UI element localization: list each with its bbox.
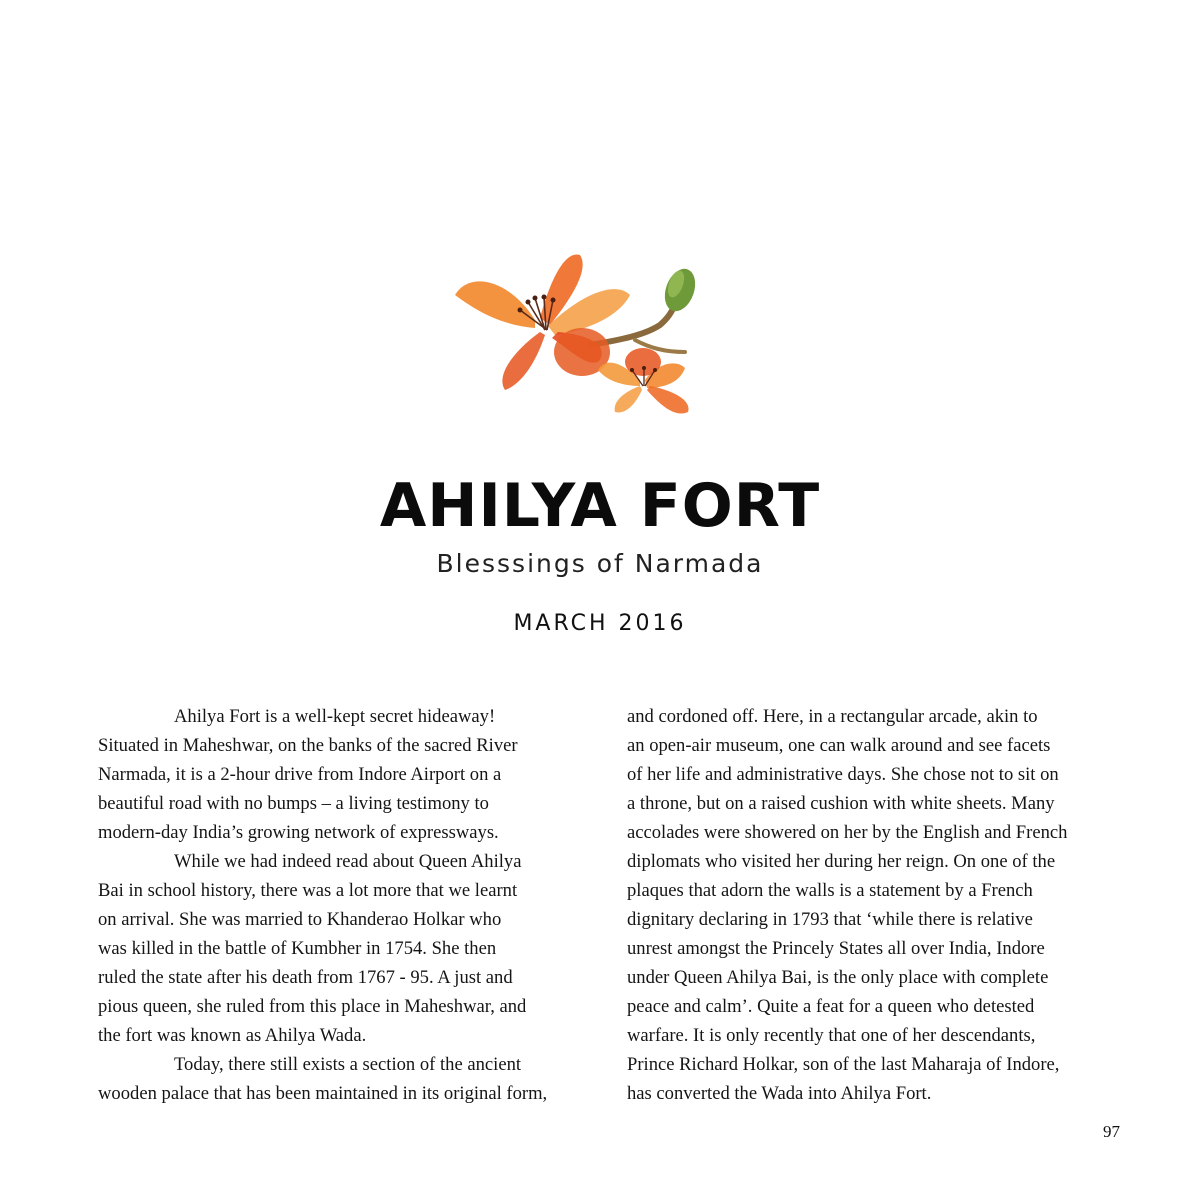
body-line: diplomats who visited her during her reign. On one of the (627, 851, 1056, 872)
body-line: Ahilya Fort is a well-kept secret hideaway! (174, 706, 496, 727)
body-line: accolades were showered on her by the English and French (627, 822, 1068, 843)
body-line: under Queen Ahilya Bai, is the only place with complete (627, 967, 1049, 988)
watercolor-flower-icon (440, 240, 710, 440)
body-line: has converted the Wada into Ahilya Fort. (627, 1083, 932, 1104)
body-line: an open-air museum, one can walk around and see facets (627, 735, 1051, 756)
body-line: wooden palace that has been maintained in its original form, (98, 1083, 548, 1104)
body-line: dignitary declaring in 1793 that ‘while there is relative (627, 909, 1033, 930)
body-line: Narmada, it is a 2-hour drive from Indore Airport on a (98, 764, 502, 785)
body-line: of her life and administrative days. She chose not to sit on (627, 764, 1059, 785)
body-column-right (627, 702, 1107, 1108)
page-subtitle: Blesssings of Narmada (436, 549, 764, 578)
body-line: While we had indeed read about Queen Ahilya (174, 851, 522, 872)
body-line: Prince Richard Holkar, son of the last Maharaja of Indore, (627, 1054, 1060, 1075)
body-line: on arrival. She was married to Khanderao Holkar who (98, 909, 502, 930)
body-line: Bai in school history, there was a lot more that we learnt (98, 880, 518, 901)
body-line: ruled the state after his death from 1767 - 95. A just and (98, 967, 513, 988)
page-title: AHILYA FORT (379, 471, 821, 541)
body-line: modern-day India’s growing network of expressways. (98, 822, 499, 843)
body-line: the fort was known as Ahilya Wada. (98, 1025, 367, 1046)
body-line: pious queen, she ruled from this place in Maheshwar, and (98, 996, 527, 1017)
body-line: unrest amongst the Princely States all over India, Indore (627, 938, 1045, 959)
body-line: peace and calm’. Quite a feat for a queen who detested (627, 996, 1035, 1017)
body-column-left (98, 702, 568, 1108)
body-line: warfare. It is only recently that one of her descendants, (627, 1025, 1036, 1046)
body-line: Today, there still exists a section of the ancient (174, 1054, 522, 1075)
body-line: and cordoned off. Here, in a rectangular arcade, akin to (627, 706, 1038, 727)
body-line: plaques that adorn the walls is a statement by a French (627, 880, 1033, 901)
page-number: 97 (1103, 1122, 1120, 1141)
article-date: MARCH 2016 (513, 611, 687, 636)
body-line: Situated in Maheshwar, on the banks of the sacred River (98, 735, 518, 756)
body-line: a throne, but on a raised cushion with white sheets. Many (627, 793, 1055, 814)
body-line: was killed in the battle of Kumbher in 1754. She then (98, 938, 497, 959)
body-line: beautiful road with no bumps – a living testimony to (98, 793, 489, 814)
